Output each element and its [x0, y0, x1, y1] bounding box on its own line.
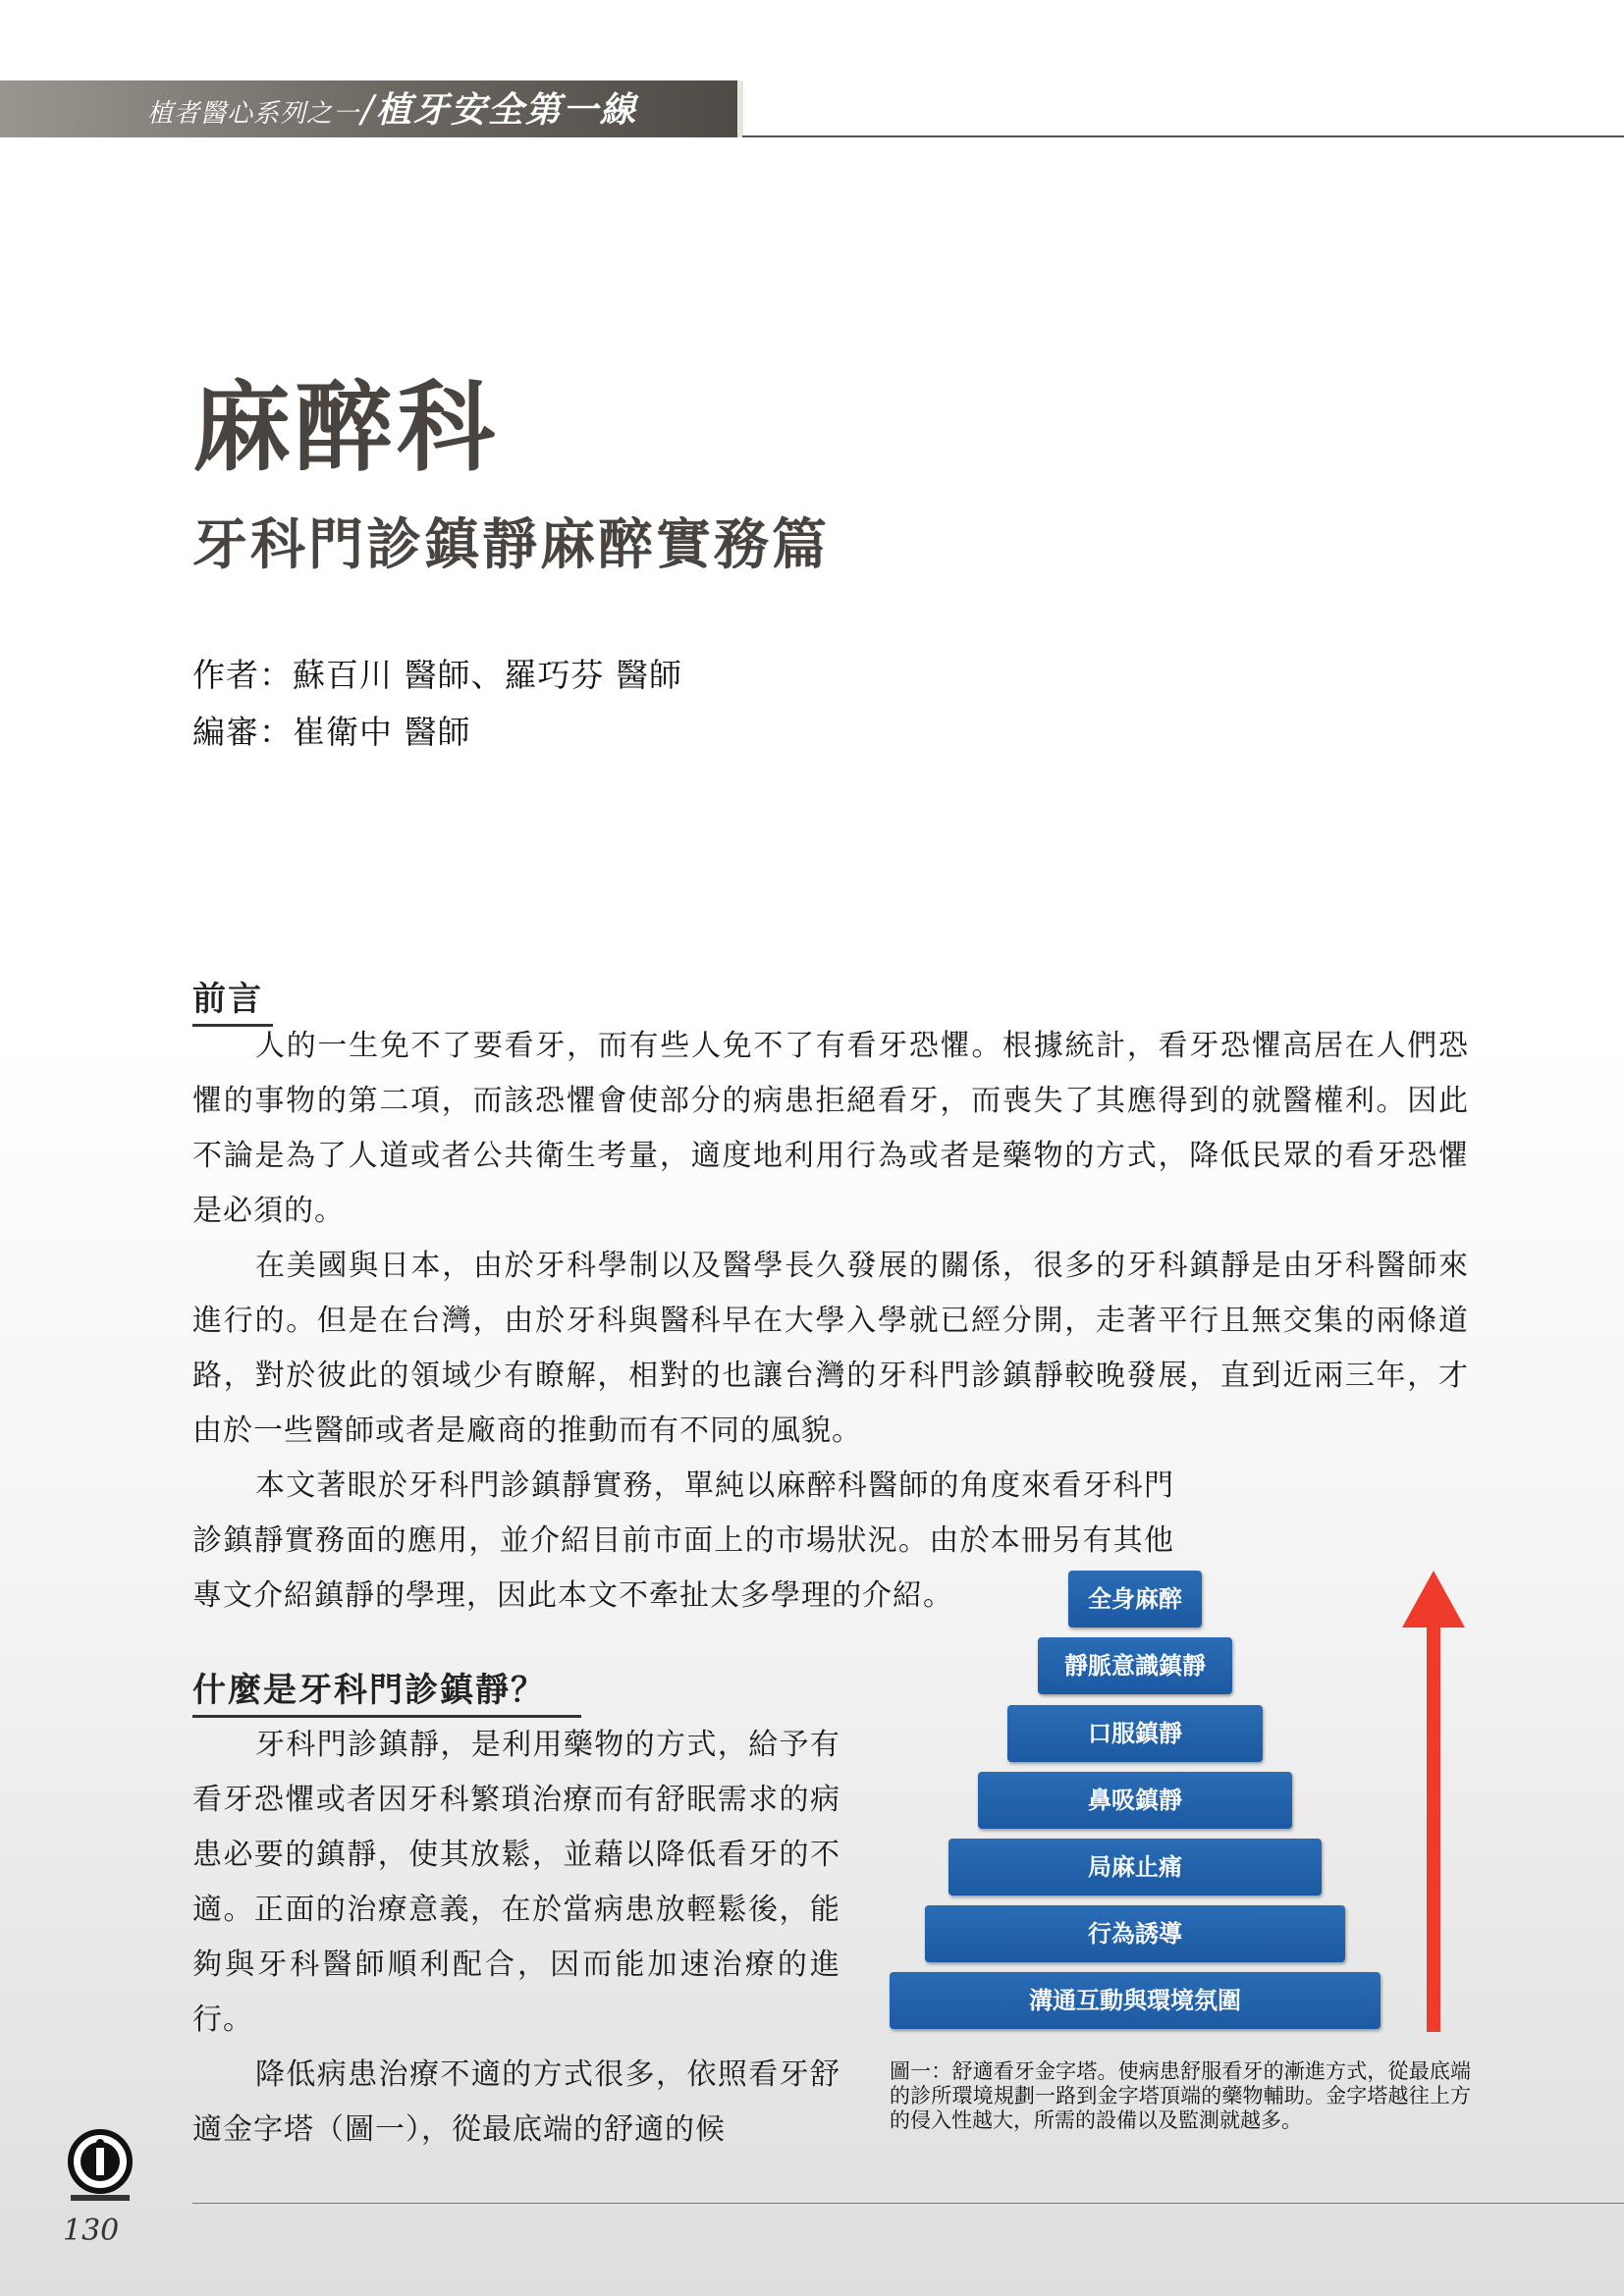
- sedation-body: [192, 1718, 840, 2158]
- running-header-rule: [742, 135, 1624, 137]
- preface-body: [192, 1019, 1469, 1624]
- series-name: 植者醫心系列之一: [147, 99, 360, 129]
- editor-line: 編審：崔衛中 醫師: [192, 713, 471, 751]
- running-header: [147, 86, 637, 132]
- footer-rule: [192, 2203, 1624, 2204]
- figure-caption: 圖一：舒適看牙金字塔。使病患舒服看牙的漸進方式，從最底端的診所環境規劃一路到金字塔頂端的藥物輔助。金字塔越往上方的侵入性越大，所需的設備以及監測就越多。: [890, 2059, 1471, 2132]
- association-logo-icon: [65, 2128, 135, 2205]
- upward-arrow-shaft: [1427, 1620, 1440, 2032]
- header-slash: /: [361, 87, 374, 131]
- paragraph: 本文著眼於牙科門診鎮靜實務，單純以麻醉科醫師的角度來看牙科門診鎮靜實務面的應用，並介紹目前市面上的市場狀況。由於本冊另有其他專文介紹鎮靜的學理，因此本文不牽扯太多學理的介紹。: [192, 1468, 1174, 1613]
- book-title: 植牙安全第一線: [375, 89, 637, 131]
- section-heading-what-is-sedation: 什麼是牙科門診鎮靜？: [192, 1663, 581, 1718]
- paragraph: 牙科門診鎮靜，是利用藥物的方式，給予有看牙恐懼或者因牙科繁瑣治療而有舒眠需求的病患必要的鎮靜，使其放鬆，並藉以降低看牙的不適。正面的治療意義，在於當病患放輕鬆後，能夠與牙科醫師順利配合，因而能加速治療的進行。: [192, 1728, 840, 2037]
- section-heading-preface: 前言: [192, 972, 273, 1027]
- pyramid-tier-local-anesthesia: 局麻止痛: [948, 1839, 1322, 1896]
- paragraph: 人的一生免不了要看牙，而有些人免不了有看牙恐懼。根據統計，看牙恐懼高居在人們恐懼的事物的第二項，而該恐懼會使部分的病患拒絕看牙，而喪失了其應得到的就醫權利。因此不論是為了人道或者公共衛生考量，適度地利用行為或者是藥物的方式，降低民眾的看牙恐懼是必須的。: [192, 1029, 1469, 1228]
- pyramid-tier-inhalation-sedation: 鼻吸鎮靜: [978, 1772, 1292, 1829]
- paragraph: 降低病患治療不適的方式很多，依照看牙舒適金字塔（圖一），從最底端的舒適的候: [192, 2057, 840, 2147]
- page-number: 130: [63, 2214, 120, 2248]
- pyramid-tier-oral-sedation: 口服鎮靜: [1007, 1705, 1263, 1762]
- paragraph: 在美國與日本，由於牙科學制以及醫學長久發展的關係，很多的牙科鎮靜是由牙科醫師來進行的。但是在台灣，由於牙科與醫科早在大學入學就已經分開，走著平行且無交集的兩條道路，對於彼此的領域少有瞭解，相對的也讓台灣的牙科門診鎮靜較晚發展，直到近兩三年，才由於一些醫師或者是廠商的推動而有不同的風貌。: [192, 1249, 1469, 1448]
- pyramid-tier-behavior-guidance: 行為誘導: [925, 1905, 1345, 1962]
- pyramid-tier-iv-conscious-sedation: 靜脈意識鎮靜: [1038, 1637, 1232, 1694]
- pyramid-tier-communication-environment: 溝通互動與環境氛圍: [890, 1972, 1380, 2029]
- article-title: 麻醉科: [192, 369, 499, 485]
- author-line: 作者：蘇百川 醫師、羅巧芬 醫師: [192, 656, 682, 694]
- pyramid-tier-general-anesthesia: 全身麻醉: [1068, 1571, 1202, 1628]
- article-subtitle: 牙科門診鎮靜麻醉實務篇: [192, 513, 830, 577]
